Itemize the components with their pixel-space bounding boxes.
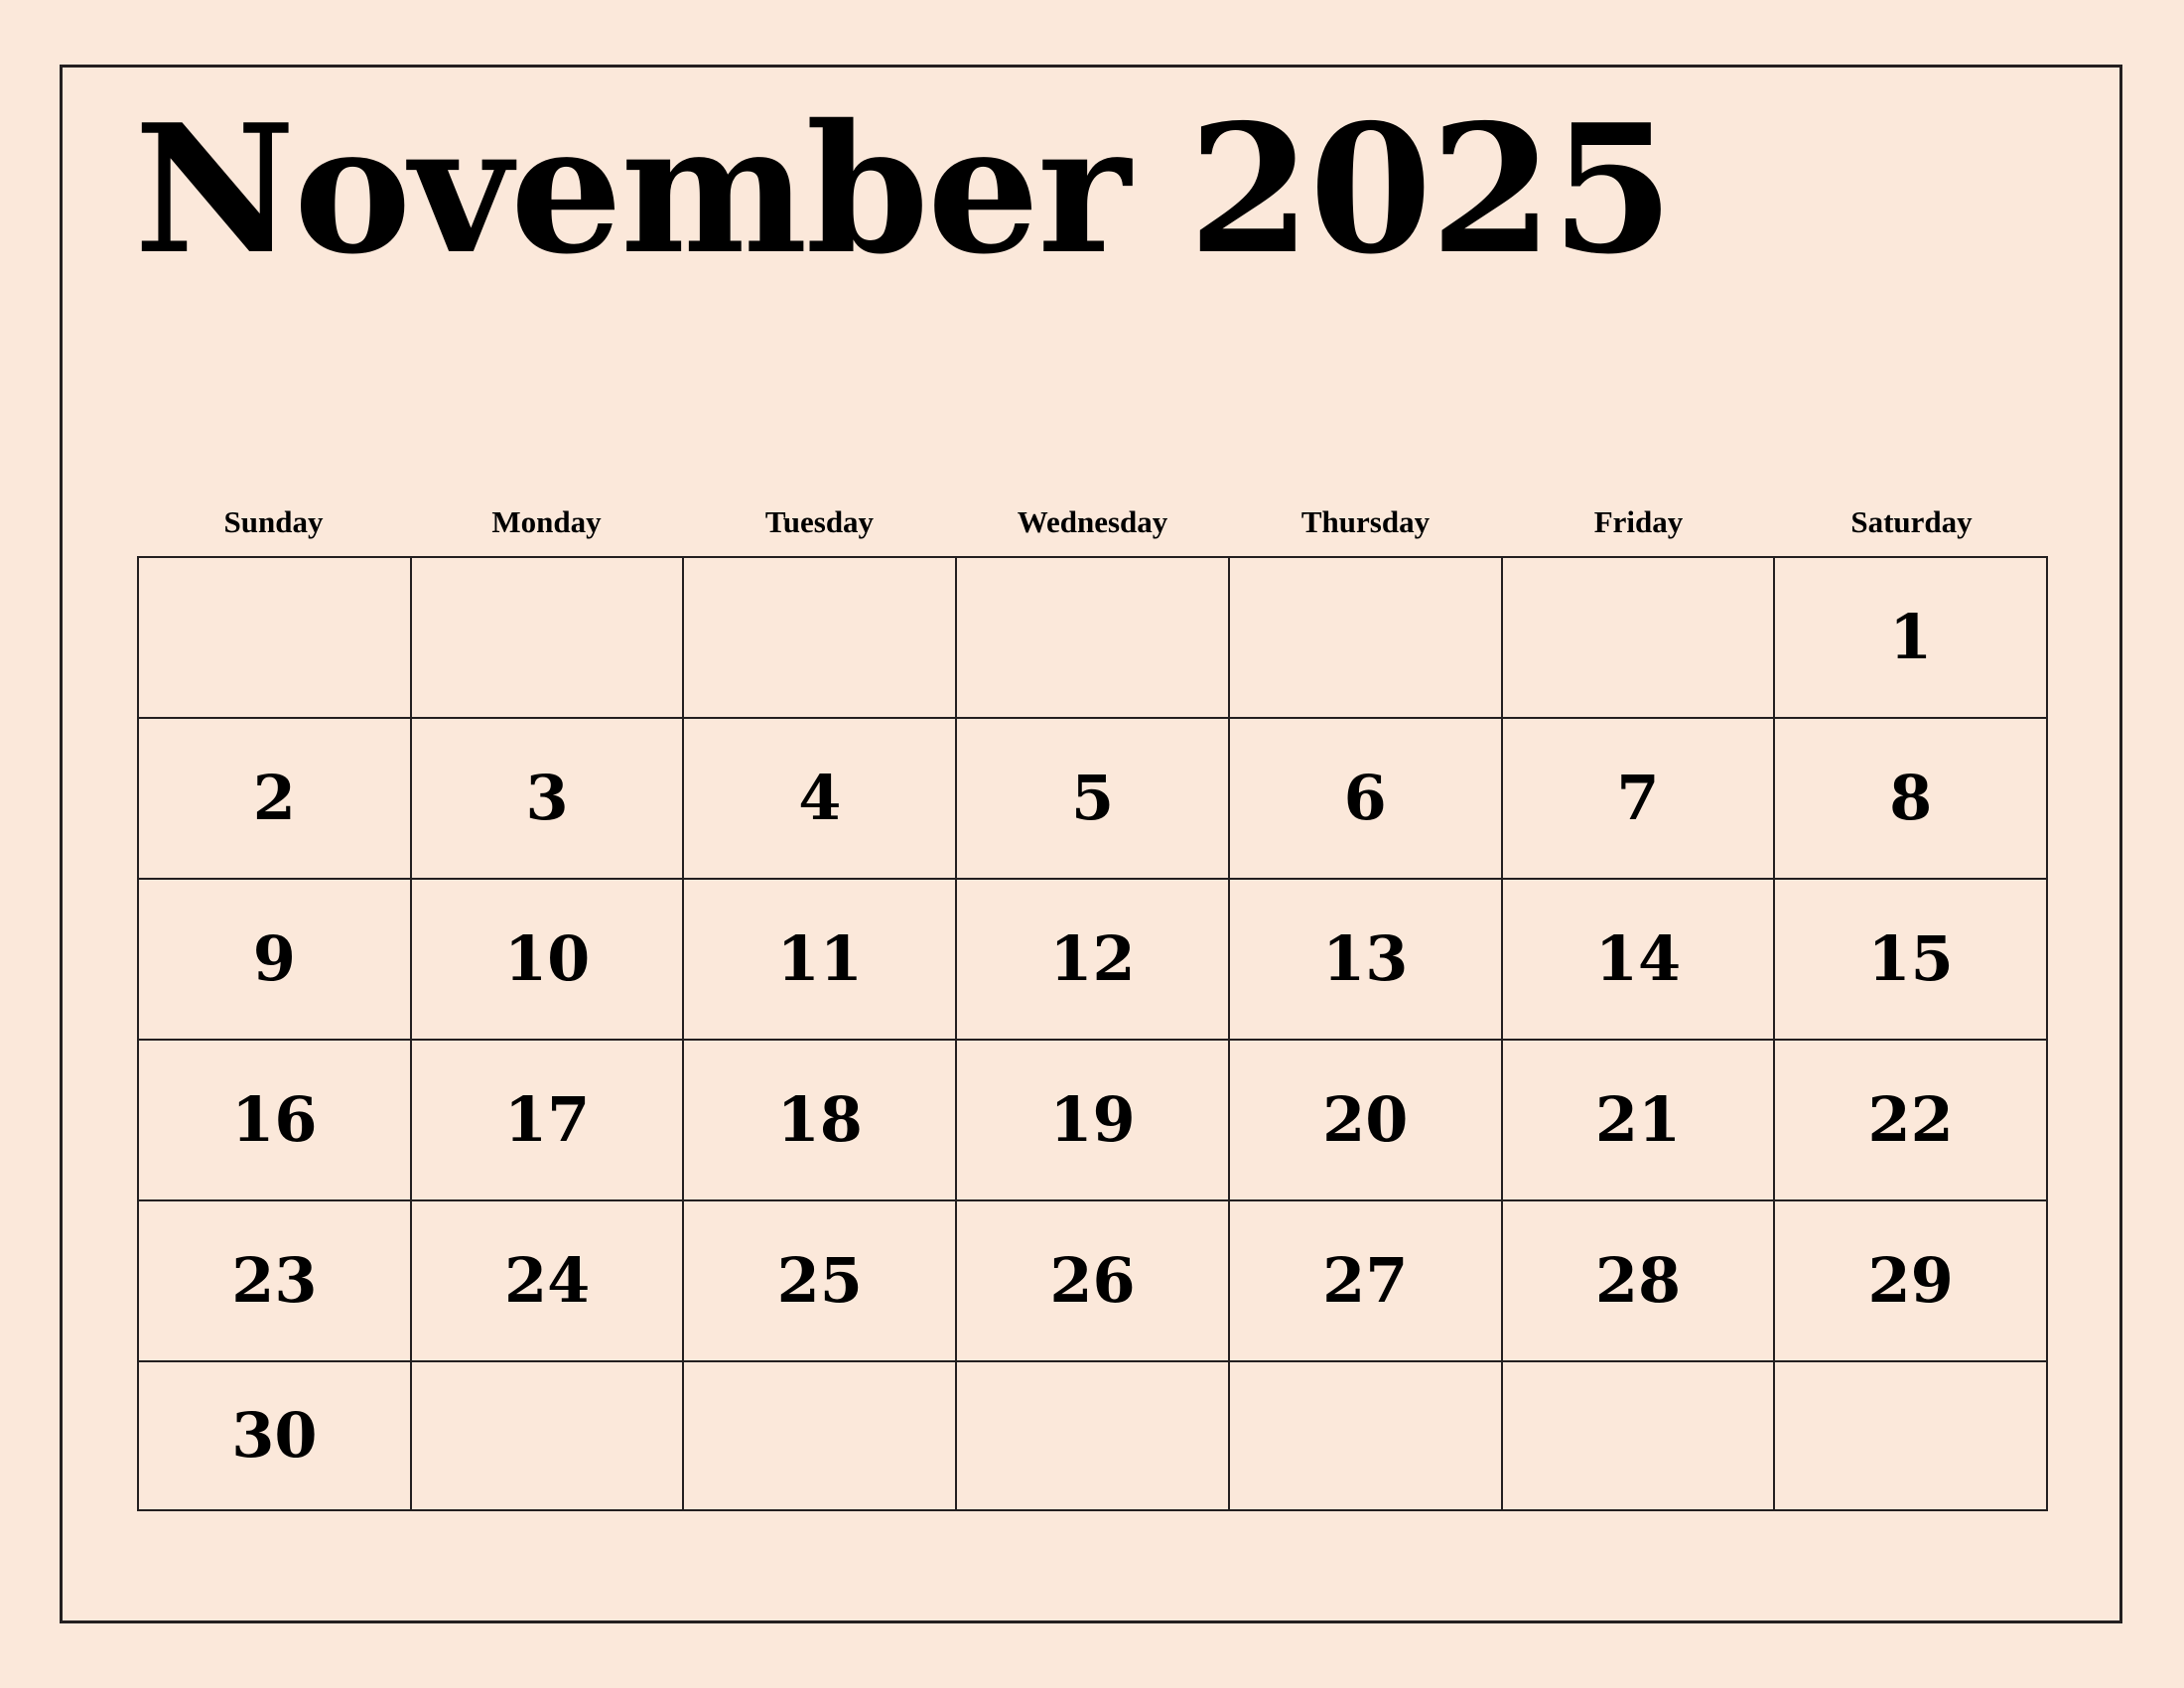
day-cell[interactable] <box>1503 880 1776 1041</box>
day-cell[interactable] <box>1503 1362 1776 1511</box>
day-cell[interactable] <box>139 558 412 719</box>
day-cell[interactable] <box>957 558 1230 719</box>
day-number: 24 <box>503 1244 591 1317</box>
day-number: 5 <box>1070 762 1115 834</box>
calendar-week-row <box>139 1201 2048 1362</box>
day-number: 2 <box>252 762 296 834</box>
day-number: 10 <box>503 922 591 995</box>
day-cell[interactable] <box>412 1041 685 1201</box>
day-number: 11 <box>776 922 863 995</box>
day-cell[interactable] <box>684 1201 957 1362</box>
day-cell[interactable] <box>1503 719 1776 880</box>
day-cell[interactable] <box>1503 1041 1776 1201</box>
weekday-label-thursday: Thursday <box>1300 504 1431 539</box>
day-cell[interactable] <box>1230 1041 1503 1201</box>
day-number: 30 <box>231 1399 318 1472</box>
day-cell[interactable] <box>1775 1362 2048 1511</box>
day-cell[interactable] <box>684 1041 957 1201</box>
calendar-week-row <box>139 1362 2048 1511</box>
day-cell[interactable] <box>684 719 957 880</box>
day-number: 12 <box>1049 922 1136 995</box>
day-cell[interactable] <box>1503 1201 1776 1362</box>
day-cell[interactable] <box>1230 1201 1503 1362</box>
day-cell[interactable] <box>139 1041 412 1201</box>
day-cell[interactable] <box>957 1201 1230 1362</box>
day-number: 15 <box>1867 922 1954 995</box>
weekday-header-row <box>137 504 2048 556</box>
day-number: 19 <box>1049 1083 1136 1156</box>
day-cell[interactable] <box>957 1362 1230 1511</box>
day-cell[interactable] <box>139 1362 412 1511</box>
day-number: 22 <box>1867 1083 1954 1156</box>
page-title: November 2025 <box>134 85 1673 293</box>
weekday-label-friday: Friday <box>1593 504 1684 539</box>
day-cell[interactable] <box>1230 719 1503 880</box>
day-cell[interactable] <box>684 558 957 719</box>
day-number: 27 <box>1322 1244 1409 1317</box>
day-cell[interactable] <box>1230 558 1503 719</box>
day-cell[interactable] <box>1230 1362 1503 1511</box>
weekday-label-tuesday: Tuesday <box>764 504 875 539</box>
day-number: 4 <box>798 762 842 834</box>
day-number: 14 <box>1594 922 1682 995</box>
weekday-label-sunday: Sunday <box>223 504 324 539</box>
day-number: 8 <box>1889 762 1933 834</box>
day-number: 29 <box>1867 1244 1954 1317</box>
day-cell[interactable] <box>1775 1041 2048 1201</box>
day-number: 7 <box>1616 762 1660 834</box>
day-cell[interactable] <box>684 1362 957 1511</box>
day-cell[interactable] <box>684 880 957 1041</box>
day-cell[interactable] <box>412 1362 685 1511</box>
calendar-week-row <box>139 558 2048 719</box>
day-cell[interactable] <box>139 719 412 880</box>
calendar-week-row <box>139 719 2048 880</box>
day-cell[interactable] <box>412 719 685 880</box>
day-number: 25 <box>776 1244 863 1317</box>
day-number: 26 <box>1049 1244 1136 1317</box>
day-cell[interactable] <box>1775 558 2048 719</box>
weekday-label-wednesday: Wednesday <box>1017 504 1168 539</box>
day-cell[interactable] <box>1775 719 2048 880</box>
day-cell[interactable] <box>1230 880 1503 1041</box>
day-number: 6 <box>1343 762 1387 834</box>
day-cell[interactable] <box>1775 880 2048 1041</box>
weekday-label-saturday: Saturday <box>1850 504 1973 539</box>
day-cell[interactable] <box>412 880 685 1041</box>
day-number: 16 <box>231 1083 318 1156</box>
day-number: 28 <box>1594 1244 1682 1317</box>
calendar-week-row <box>139 880 2048 1041</box>
day-cell[interactable] <box>957 719 1230 880</box>
day-number: 17 <box>503 1083 591 1156</box>
day-number: 23 <box>231 1244 318 1317</box>
day-number: 3 <box>525 762 569 834</box>
day-number: 1 <box>1889 601 1933 673</box>
day-number: 9 <box>252 922 296 995</box>
day-cell[interactable] <box>412 1201 685 1362</box>
day-cell[interactable] <box>412 558 685 719</box>
weekday-label-monday: Monday <box>491 504 602 539</box>
calendar-week-row <box>139 1041 2048 1201</box>
calendar-weeks <box>137 556 2048 1511</box>
day-cell[interactable] <box>957 1041 1230 1201</box>
day-cell[interactable] <box>139 880 412 1041</box>
day-cell[interactable] <box>1503 558 1776 719</box>
calendar-page <box>60 65 2122 1623</box>
day-cell[interactable] <box>139 1201 412 1362</box>
calendar-grid <box>137 504 2048 1511</box>
day-number: 18 <box>776 1083 863 1156</box>
day-number: 21 <box>1594 1083 1682 1156</box>
day-number: 13 <box>1322 922 1409 995</box>
day-cell[interactable] <box>1775 1201 2048 1362</box>
day-number: 20 <box>1322 1083 1409 1156</box>
day-cell[interactable] <box>957 880 1230 1041</box>
